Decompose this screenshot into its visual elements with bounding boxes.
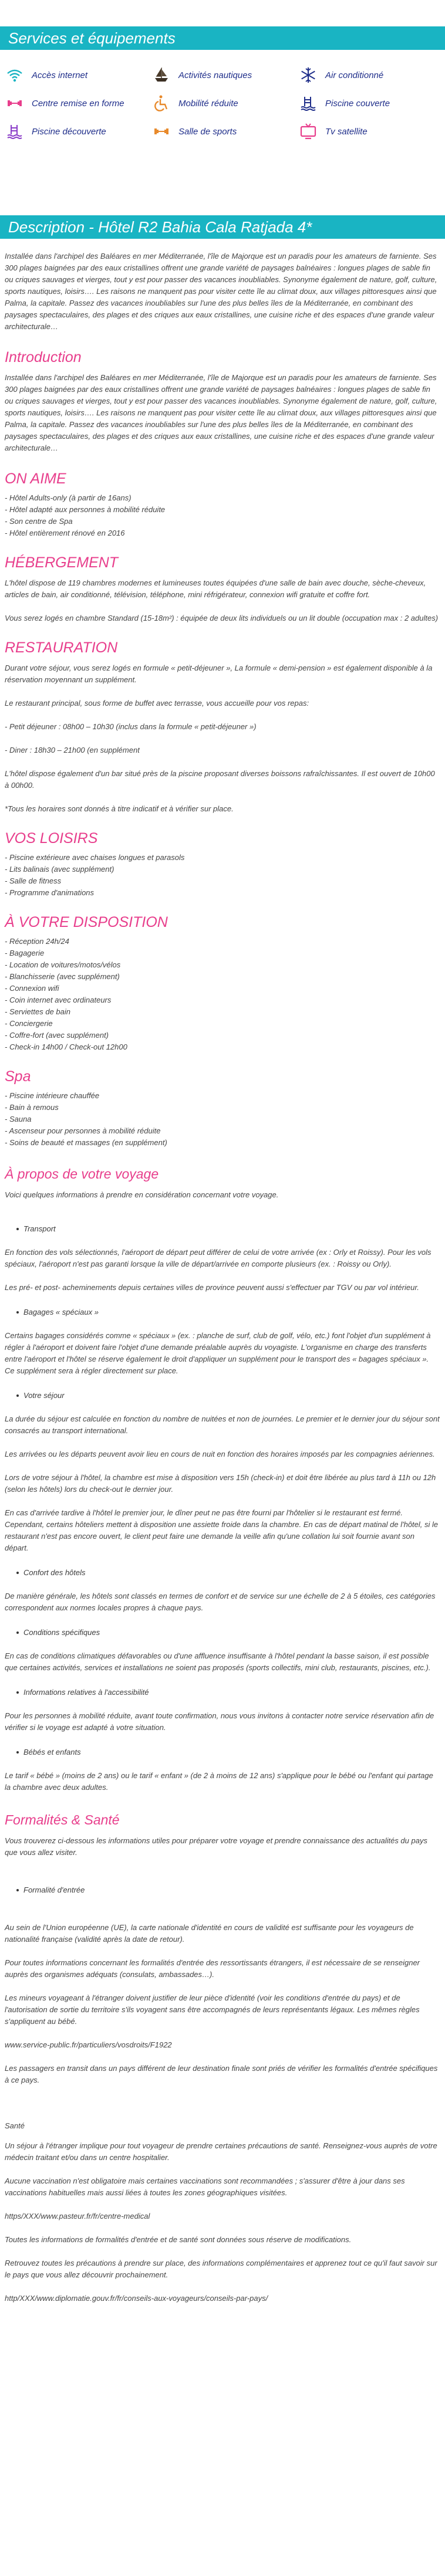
service-label: Piscine couverte (325, 98, 390, 109)
sante-text: Retrouvez toutes les précautions à prendre sur place, des informations complémentaires et apprenez tout ce qu'il faut savoir sur le pays que vous allez découvrir prochainement. (5, 2259, 437, 2279)
voyage-text: Le tarif « bébé » (moins de 2 ans) ou le tarif « enfant » (de 2 à moins de 12 ans) s'applique pour le bébé ou l'enfant qui partage la chambre avec deux adultes. (5, 1771, 433, 1792)
list-item: - Blanchisserie (avec supplément) (5, 972, 120, 981)
list-item: - Hôtel adapté aux personnes à mobilité réduite (5, 505, 166, 514)
dumbbell-icon (153, 123, 170, 140)
list-item: - Bain à remous (5, 1103, 59, 1112)
voyage-text: En cas de conditions climatiques défavorables ou d'une affluence insuffisante à l'hôtel pendant la basse saison, il est possible que certaines activités, services et installations ne soient pas proposés (sports collectifs, mini club, restaurants, piscines, etc.). (5, 1651, 431, 1672)
list-item: - Son centre de Spa (5, 517, 73, 526)
voyage-text: Les arrivées ou les départs peuvent avoir lieu en cours de nuit en fonction des horaires imposés par les compagnies aériennes. (5, 1450, 435, 1458)
description-title-bar (0, 215, 445, 239)
list-item: - Piscine intérieure chauffée (5, 1091, 100, 1100)
service-label: Air conditionné (325, 70, 384, 80)
voyage-text: Certains bagages considérés comme « spéciaux » (ex. : planche de surf, club de golf, vélo, etc.) font l'objet d'un supplément à régler à l'aéroport et doivent faire l'objet d'une demande préalable auprès du voyagiste. L'organisme en charge des transferts entre l'aéroport et l'hôtel se réserve également le droit d'appliquer un supplément pour le transport des « bagages spéciaux ». Ce supplément sera à régler directement sur place. (5, 1331, 431, 1375)
list-item: - Sauna (5, 1115, 32, 1123)
restauration-text: Le restaurant principal, sous forme de buffet avec terrasse, vous accueille pour vos repas: (5, 699, 309, 708)
description-intro: Installée dans l'archipel des Baléares en mer Méditerranée, l'île de Majorque est un paradis pour les amateurs de farniente. Ses 300 plages baignées par des eaux cristallines offrent une grande variété de paysages balnéaires : longues plages de sable fin ou criques sauvages et vierges, tout y est pour passer des vacances inoubliables. Synonyme également de nature, golf, culture, sports nautiques, loisirs…. Les raisons ne manquent pas pour visiter cette île au climat doux, aux villages pittoresques ainsi que Palma, la capitale. Passez des vacances inoubliables sur l'une des plus belles îles de la Méditerranée, en combinant des paysages spectaculaires, des plages et des criques aux eaux cristallines, une cuisine riche et des espaces d'une grande valeur architecturale… (5, 252, 437, 331)
voyage-intro: Voici quelques informations à prendre en considération concernant votre voyage. (5, 1190, 279, 1199)
services-grid (0, 50, 445, 141)
list-item: - Ascenseur pour personnes à mobilité réduite (5, 1126, 161, 1135)
list-item: - Connexion wifi (5, 984, 59, 993)
bullet-label-sejour: Votre séjour (23, 1390, 440, 1402)
voyage-text: En fonction des vols sélectionnés, l'aéroport de départ peut différer de celui de votre arrivée (ex : Orly et Roissy). Pour les vols spéciaux, l'aéroport n'est pas garanti lorsque la ville de départ/arrivée en comporte plusieurs (ex. : Roissy ou Orly). (5, 1248, 431, 1268)
service-label: Mobilité réduite (178, 98, 238, 109)
voyage-text: En cas d'arrivée tardive à l'hôtel le premier jour, le dîner peut ne pas être fourni par l'hôtelier si le restaurant est fermé. Cependant, certains hôteliers mettent à disposition une assiette froide dans la chambre. En cas de départ matinal de l'hôtel, si le restaurant n'est pas encore ouvert, le client peut faire une demande la veille afin qu'une collation lui soit fournie avant son départ. (5, 1508, 439, 1552)
description-content (0, 239, 445, 2304)
bullet-label-conditions: Conditions spécifiques (23, 1627, 440, 1639)
restauration-text: Durant votre séjour, vous serez logés en formule « petit-déjeuner », La formule « demi-pension » est également disponible à la réservation moyennant un supplément. (5, 664, 433, 684)
section-heading-formalites: Formalités & Santé (5, 1812, 120, 1827)
voyage-bullet (5, 1746, 440, 1758)
service-item (6, 93, 153, 113)
service-item (299, 93, 445, 113)
list-item: - Programme d'animations (5, 888, 95, 897)
restauration-text: - Petit déjeuner : 08h00 – 10h30 (inclus dans la formule « petit-déjeuner ») (5, 722, 257, 731)
service-item (153, 65, 299, 85)
restauration-text: L'hôtel dispose également d'un bar situé près de la piscine proposant diverses boissons rafraîchissantes. Il est ouvert de 10h00 à 00h00. (5, 769, 435, 790)
snowflake-icon (299, 66, 317, 84)
pool-icon (299, 94, 317, 112)
voyage-text: Pour les personnes à mobilité réduite, avant toute confirmation, nous vous invitons à contacter notre service réservation afin de vérifier si le voyage est adapté à votre situation. (5, 1711, 434, 1732)
service-label: Piscine découverte (32, 126, 106, 137)
sante-text: Toutes les informations de formalités d'entrée et de santé sont données sous réserve de modifications. (5, 2235, 352, 2244)
list-item: - Location de voitures/motos/vélos (5, 960, 121, 969)
formalites-text: Les mineurs voyageant à l'étranger doivent justifier de leur pièce d'identité (voir les conditions d'entrée du pays) et de l'autorisation de sortie du territoire s'ils voyagent sans être accompagnés de leurs représentants légaux. Les mêmes règles s'appliquent au bébé. (5, 1993, 420, 2026)
service-item (153, 121, 299, 141)
formalites-link[interactable]: www.service-public.fr/particuliers/vosdroits/F1922 (5, 2040, 172, 2049)
formalites-text: Au sein de l'Union européenne (UE), la carte nationale d'identité en cours de validité est suffisante pour les voyageurs de nationalité française (validité après la date de retour). (5, 1923, 414, 1944)
formalites-intro: Vous trouverez ci-dessous les informations utiles pour préparer votre voyage et prendre connaissance des actualités du pays que vous allez visiter. (5, 1836, 427, 1857)
list-item: - Hôtel Adults-only (à partir de 16ans) (5, 493, 132, 502)
voyage-bullet (5, 1687, 440, 1698)
restauration-text: - Diner : 18h30 – 21h00 (en supplément (5, 746, 140, 754)
section-heading-hebergement: HÉBERGEMENT (5, 554, 119, 571)
section-heading-spa: Spa (5, 1068, 31, 1085)
hebergement-text: L'hôtel dispose de 119 chambres modernes et lumineuses toutes équipées d'une salle de bain avec douche, sèche-cheveux, articles de bain, air conditionné, télévision, téléphone, mini réfrigérateur, connexion wifi gratuite et coffre fort. (5, 578, 426, 599)
dumbbell-icon (6, 94, 23, 112)
boat-icon (153, 66, 170, 84)
service-label: Activités nautiques (178, 70, 252, 80)
introduction-text: Installée dans l'archipel des Baléares en mer Méditerranée, l'île de Majorque est un paradis pour les amateurs de farniente. Ses 300 plages baignées par des eaux cristallines offrent une grande variété de paysages balnéaires : longues plages de sable fin ou criques sauvages et vierges, tout y est pour passer des vacances inoubliables. Synonyme également de nature, golf, culture, sports nautiques, loisirs…. Les raisons ne manquent pas pour visiter cette île au climat doux, aux villages pittoresques ainsi que Palma, la capitale. Passez des vacances inoubliables sur l'une des plus belles îles de la Méditerranée, en combinant des paysages spectaculaires, des plages et des criques aux eaux cristallines, une cuisine riche et des espaces d'une grande valeur architecturale… (5, 373, 437, 452)
restauration-text: *Tous les horaires sont donnés à titre indicatif et à vérifier sur place. (5, 804, 234, 813)
service-label: Accès internet (32, 70, 88, 80)
service-item (299, 121, 445, 141)
formalites-bullet (5, 1884, 440, 1896)
bullet-label-confort: Confort des hôtels (23, 1567, 440, 1579)
bullet-label-accessibilite: Informations relatives à l'accessibilité (23, 1687, 440, 1698)
section-heading-on-aime: ON AIME (5, 470, 66, 487)
sante-link[interactable]: http/XXX/www.diplomatie.gouv.fr/fr/conseils-aux-voyageurs/conseils-par-pays/ (5, 2294, 268, 2303)
voyage-text: Lors de votre séjour à l'hôtel, la chambre est mise à disposition vers 15h (check-in) et doit être libérée au plus tard à 11h ou 12h (selon les hôtels) lors du check-out le dernier jour. (5, 1473, 436, 1494)
voyage-bullet (5, 1390, 440, 1402)
bullet-label-bebes: Bébés et enfants (23, 1746, 440, 1758)
section-heading-loisirs: VOS LOISIRS (5, 830, 98, 847)
service-item (6, 65, 153, 85)
voyage-text: Les pré- et post- acheminements depuis certaines villes de province peuvent aussi s'effectuer par TGV ou par vol intérieur. (5, 1283, 419, 1292)
section-heading-introduction: Introduction (5, 349, 82, 365)
list-item: - Hôtel entièrement rénové en 2016 (5, 529, 125, 537)
section-heading-restauration: RESTAURATION (5, 639, 118, 656)
list-item: - Conciergerie (5, 1019, 53, 1028)
wifi-icon (6, 66, 23, 84)
bullet-label-bagages: Bagages « spéciaux » (23, 1306, 440, 1318)
voyage-text: La durée du séjour est calculée en fonction du nombre de nuitées et non de journées. Le premier et le dernier jour du séjour sont consacrés au transport international. (5, 1414, 440, 1435)
sante-label: Santé (5, 2121, 25, 2130)
voyage-bullet (5, 1223, 440, 1235)
section-heading-disposition: À VOTRE DISPOSITION (5, 914, 168, 930)
sante-link[interactable]: https/XXX/www.pasteur.fr/fr/centre-medical (5, 2212, 150, 2220)
voyage-bullet (5, 1627, 440, 1639)
list-item: - Piscine extérieure avec chaises longues et parasols (5, 853, 185, 862)
formalites-text: Pour toutes informations concernant les formalités d'entrée des ressortissants étrangers, il est nécessaire de se renseigner auprès des organismes adéquats (consulats, ambassades…). (5, 1958, 420, 1979)
service-item (6, 121, 153, 141)
list-item: - Réception 24h/24 (5, 937, 69, 946)
list-item: - Serviettes de bain (5, 1007, 71, 1016)
list-item: - Bagagerie (5, 949, 45, 957)
hebergement-text: Vous serez logés en chambre Standard (15-18m²) : équipée de deux lits individuels ou un lit double (occupation max : 2 adultes) (5, 614, 439, 622)
pool-icon (6, 123, 23, 140)
list-item: - Soins de beauté et massages (en supplément) (5, 1138, 167, 1147)
section-heading-voyage: À propos de votre voyage (5, 1166, 159, 1182)
list-item: - Coin internet avec ordinateurs (5, 996, 112, 1004)
list-item: - Check-in 14h00 / Check-out 12h00 (5, 1042, 127, 1051)
hotel-page (0, 26, 445, 2304)
list-item: - Lits balinais (avec supplément) (5, 865, 114, 874)
service-item (299, 65, 445, 85)
tv-icon (299, 123, 317, 140)
description-title: Description - Hôtel R2 Bahia Cala Ratjada 4* (8, 218, 312, 236)
services-title-bar (0, 26, 445, 50)
formalites-text: Les passagers en transit dans un pays différent de leur destination finale sont priés de vérifier les formalités d'entrée spécifiques à ce pays. (5, 2064, 438, 2084)
service-item (153, 93, 299, 113)
sante-text: Aucune vaccination n'est obligatoire mais certaines vaccinations sont recommandées ; s'assurer d'être à jour dans ses vaccinations habituelles mais aussi liées à toutes les zones géographiques visitées. (5, 2176, 405, 2197)
service-label: Salle de sports (178, 126, 237, 137)
bullet-label-formalite: Formalité d'entrée (23, 1884, 440, 1896)
voyage-bullet (5, 1567, 440, 1579)
voyage-bullet (5, 1306, 440, 1318)
bullet-label-transport: Transport (23, 1223, 440, 1235)
service-label: Centre remise en forme (32, 98, 124, 109)
list-item: - Coffre-fort (avec supplément) (5, 1031, 109, 1040)
wheelchair-icon (153, 94, 170, 112)
voyage-text: De manière générale, les hôtels sont classés en termes de confort et de service sur une échelle de 2 à 5 étoiles, ces catégories correspondent aux normes locales propres à chaque pays. (5, 1592, 436, 1612)
service-label: Tv satellite (325, 126, 368, 137)
services-title: Services et équipements (8, 29, 176, 47)
list-item: - Salle de fitness (5, 876, 62, 885)
sante-text: Un séjour à l'étranger implique pour tout voyageur de prendre certaines précautions de santé. Renseignez-vous auprès de votre médecin traitant et/ou dans un centre hospitalier. (5, 2141, 437, 2162)
